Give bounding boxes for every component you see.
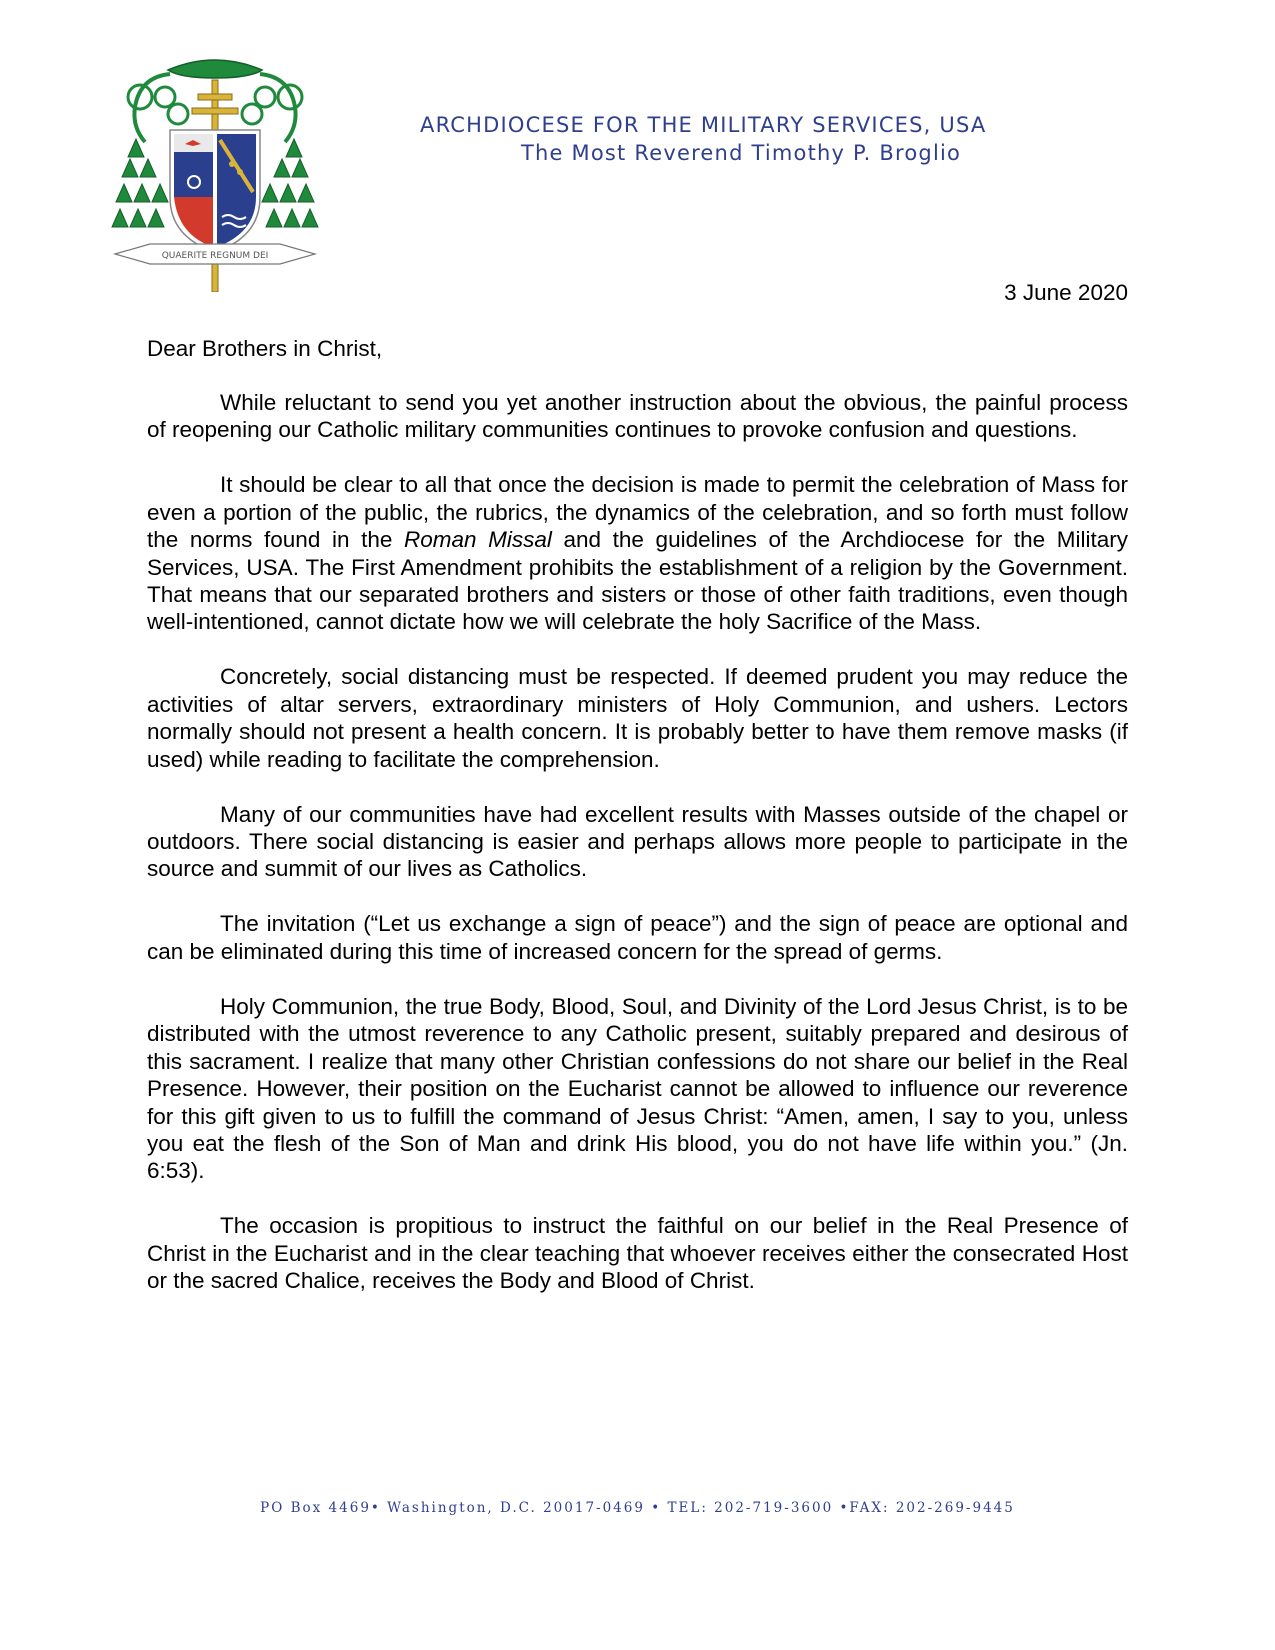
paragraph-4: Many of our communities have had excellent results with Masses outside of the chapel or outdoors. There social distancing is easier and perhaps allows more people to participate in the source and summit of our lives as Catholics. (147, 801, 1128, 882)
paragraph-2-part2: and the guidelines of the Archdiocese for the Military Services, USA. The First Amendment prohibits the establishment of a religion by the Government. That means that our separated brothers and sisters or those of other faith traditions, even though well-intentioned, cannot dictate how we will celebrate the holy Sacrifice of the Mass. (147, 527, 1128, 635)
organization-name: ARCHDIOCESE FOR THE MILITARY SERVICES, USA (420, 113, 987, 137)
paragraph-2 (147, 471, 1128, 635)
paragraph-1: While reluctant to send you yet another instruction about the obvious, the painful process of reopening our Catholic military communities continues to provoke confusion and questions. (147, 390, 1128, 443)
paragraph-6: Holy Communion, the true Body, Blood, Soul, and Divinity of the Lord Jesus Christ, is to be distributed with the utmost reverence to any Catholic present, suitably prepared and desirous of this sacrament. I realize that many other Christian confessions do not share our belief in the Real Presence. However, their position on the Eucharist cannot be allowed to influence our reverence for this gift given to us to fulfill the command of Jesus Christ: “Amen, amen, I say to you, unless you eat the flesh of the Son of Man and drink His blood, you do not have life within you.” (Jn. 6:53). (147, 993, 1128, 1184)
letter-body (147, 389, 1128, 1322)
footer-contact: PO Box 4469• Washington, D.C. 20017-0469 • TEL: 202-719-3600 •FAX: 202-269-9445 (260, 1500, 1015, 1516)
roman-missal-italic: Roman Missal (403, 527, 552, 553)
paragraph-7: The occasion is propitious to instruct the faithful on our belief in the Real Presence of Christ in the Eucharist and in the clear teaching that whoever receives either the consecrated Host or the sacred Chalice, receives the Body and Blood of Christ. (147, 1213, 1128, 1294)
coat-of-arms-logo (110, 52, 320, 292)
salutation: Dear Brothers in Christ, (147, 336, 383, 361)
letter-date: 3 June 2020 (1004, 280, 1128, 305)
paragraph-2-part1: It should be clear to all that once the decision is made to permit the celebration of Mass for even a portion of the public, the rubrics, the dynamics of the celebration, and so forth must follow the norms found in the (147, 472, 1128, 553)
paragraph-5: The invitation (“Let us exchange a sign of peace”) and the sign of peace are optional and can be eliminated during this time of increased concern for the spread of germs. (147, 911, 1128, 964)
paragraph-3: Concretely, social distancing must be respected. If deemed prudent you may reduce the activities of altar servers, extraordinary ministers of Holy Communion, and ushers. Lectors normally should not present a health concern. It is probably better to have them remove masks (if used) while reading to facilitate the comprehension. (147, 664, 1128, 772)
sender-name: The Most Reverend Timothy P. Broglio (521, 141, 962, 165)
crest-motto: QUAERITE REGNUM DEI (161, 251, 269, 261)
